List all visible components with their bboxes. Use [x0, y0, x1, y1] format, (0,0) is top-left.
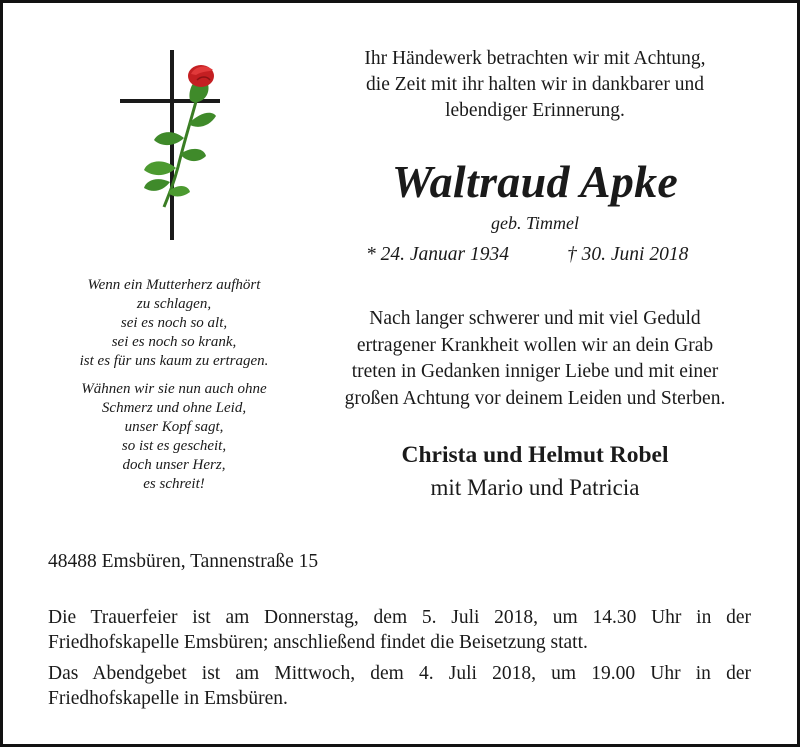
cross-icon — [100, 42, 230, 242]
poem-line: unser Kopf sagt, — [124, 419, 224, 435]
poem-line: sei es noch so alt, — [120, 315, 228, 331]
quote-line: lebendiger Erinnerung. — [445, 100, 625, 121]
mourning-message — [310, 306, 760, 412]
birth-date: * 24. Januar 1934 — [366, 244, 509, 265]
poem-line: Schmerz und ohne Leid, — [101, 400, 247, 416]
cross-with-rose — [100, 42, 230, 242]
evening-prayer-info: Das Abendgebet ist am Mittwoch, dem 4. Juli 2018, um 19.00 Uhr in der Friedhofskapelle in Emsbüren. — [48, 663, 751, 709]
message-line: treten in Gedanken inniger Liebe und mit einer — [351, 361, 719, 382]
poem — [40, 276, 308, 503]
message-line: ertragener Krankheit wollen wir an dein Grab — [356, 334, 714, 356]
poem-line: es schreit! — [143, 476, 205, 492]
poem-line: so ist es gescheit, — [121, 438, 227, 454]
family-names: Christa und Helmut Robel — [401, 442, 669, 468]
poem-line: sei es noch so krank, — [111, 334, 237, 350]
poem-line: Wenn ein Mutterherz aufhört — [87, 277, 261, 293]
message-line: großen Achtung vor deinem Leiden und Sterben. — [344, 387, 726, 409]
poem-line: ist es für uns kaum zu ertragen. — [79, 353, 269, 369]
family-members: mit Mario und Patricia — [430, 475, 640, 500]
opening-quote — [320, 46, 750, 124]
message-line: Nach langer schwerer und mit viel Geduld — [369, 308, 701, 329]
address: 48488 Emsbüren, Tannenstraße 15 — [48, 551, 319, 572]
deceased-name: Waltraud Apke — [391, 156, 679, 207]
quote-line: die Zeit mit ihr halten wir in dankbarer und — [366, 74, 704, 95]
rose-icon — [144, 65, 216, 207]
poem-line: Wähnen wir sie nun auch ohne — [81, 381, 267, 397]
birth-name: geb. Timmel — [491, 213, 579, 233]
poem-stanza-1 — [40, 276, 308, 371]
poem-stanza-2 — [40, 380, 308, 494]
death-date: † 30. Juni 2018 — [567, 244, 689, 265]
poem-line: zu schlagen, — [136, 296, 212, 312]
funeral-service-info: Die Trauerfeier ist am Donnerstag, dem 5. Juli 2018, um 14.30 Uhr in der Friedhofskapelle Emsbüren; anschließend findet die Beisetzung statt. — [48, 607, 751, 653]
quote-line: Ihr Händewerk betrachten wir mit Achtung, — [364, 48, 706, 69]
poem-line: doch unser Herz, — [122, 457, 226, 473]
